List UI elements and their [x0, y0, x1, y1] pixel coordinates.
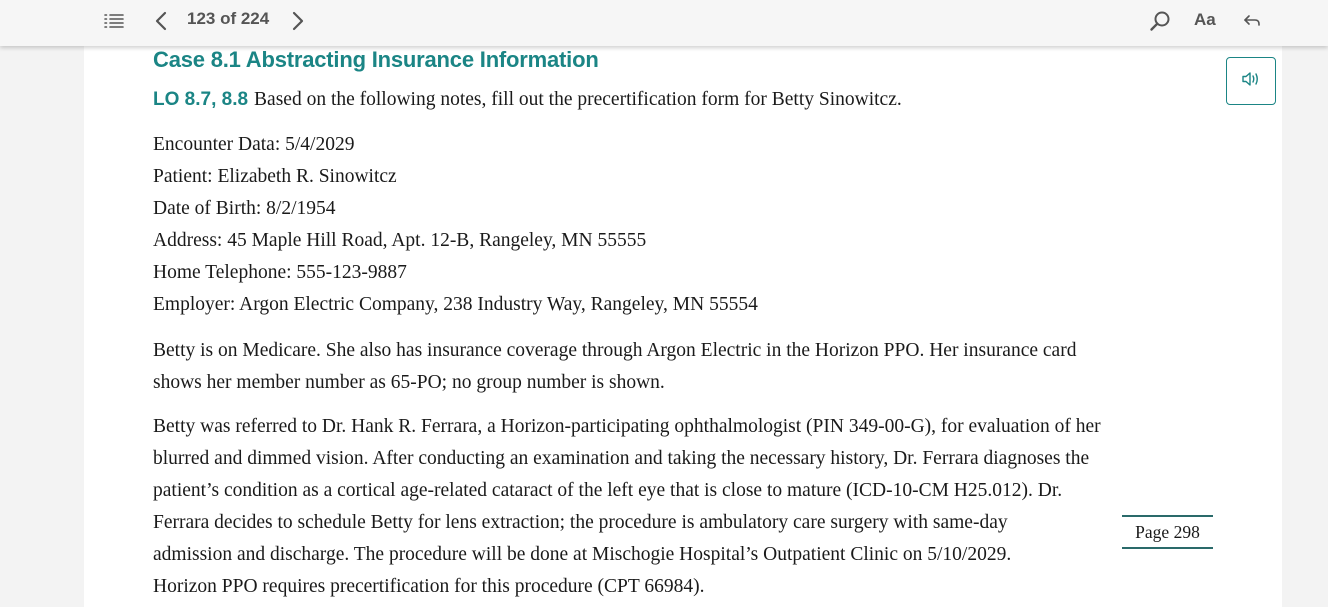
encounter-date: Encounter Data: 5/4/2029 [153, 134, 355, 155]
reader-toolbar [0, 0, 1328, 46]
paragraph-line: Ferrara decides to schedule Betty for lens extraction; the procedure is ambulatory care surgery with same-day [153, 512, 1008, 533]
back-arrow-icon[interactable] [1242, 12, 1262, 30]
paragraph-line: patient’s condition as a cortical age-related cataract of the left eye that is close to mature (ICD-10-CM H25.012). Dr. [153, 480, 1063, 501]
home-telephone: Home Telephone: 555-123-9887 [153, 262, 407, 283]
date-of-birth: Date of Birth: 8/2/1954 [153, 198, 336, 219]
case-title: Case 8.1 Abstracting Insurance Information [153, 47, 599, 72]
font-settings-button[interactable]: Aa [1194, 10, 1216, 29]
speaker-icon [1241, 71, 1261, 92]
print-page-marker: Page 298 [1122, 515, 1213, 549]
address: Address: 45 Maple Hill Road, Apt. 12-B, Rangeley, MN 55555 [153, 230, 647, 251]
paragraph-line: shows her member number as 65-PO; no group number is shown. [153, 372, 665, 393]
patient-name: Patient: Elizabeth R. Sinowitcz [153, 166, 397, 187]
paragraph-line: blurred and dimmed vision. After conducting an examination and taking the necessary history, Dr. Ferrara diagnoses the [153, 448, 1090, 469]
paragraph-line: Betty was referred to Dr. Hank R. Ferrara, a Horizon-participating ophthalmologist (PIN 349-00-G), for evaluation of her [153, 416, 1101, 437]
list-icon[interactable] [103, 11, 125, 31]
read-aloud-button[interactable] [1226, 57, 1276, 105]
intro-text: Based on the following notes, fill out the precertification form for Betty Sinowitcz. [254, 89, 902, 110]
paragraph-line: Horizon PPO requires precertification for this procedure (CPT 66984). [153, 576, 705, 597]
learning-objective-link[interactable]: LO 8.7, 8.8 [153, 89, 249, 110]
page-indicator: 123 of 224 [187, 9, 270, 28]
chevron-right-icon[interactable] [289, 10, 307, 32]
paragraph-line: admission and discharge. The procedure will be done at Mischogie Hospital’s Outpatient Clinic on 5/10/2029. [153, 544, 1012, 565]
employer: Employer: Argon Electric Company, 238 Industry Way, Rangeley, MN 55554 [153, 294, 758, 315]
insurance-paragraph [153, 335, 1076, 399]
referral-paragraph [153, 411, 1101, 603]
case-intro [153, 89, 902, 111]
search-icon[interactable] [1148, 9, 1172, 33]
chevron-left-icon[interactable] [152, 10, 170, 32]
paragraph-line: Betty is on Medicare. She also has insurance coverage through Argon Electric in the Horizon PPO. Her insurance card [153, 340, 1077, 361]
